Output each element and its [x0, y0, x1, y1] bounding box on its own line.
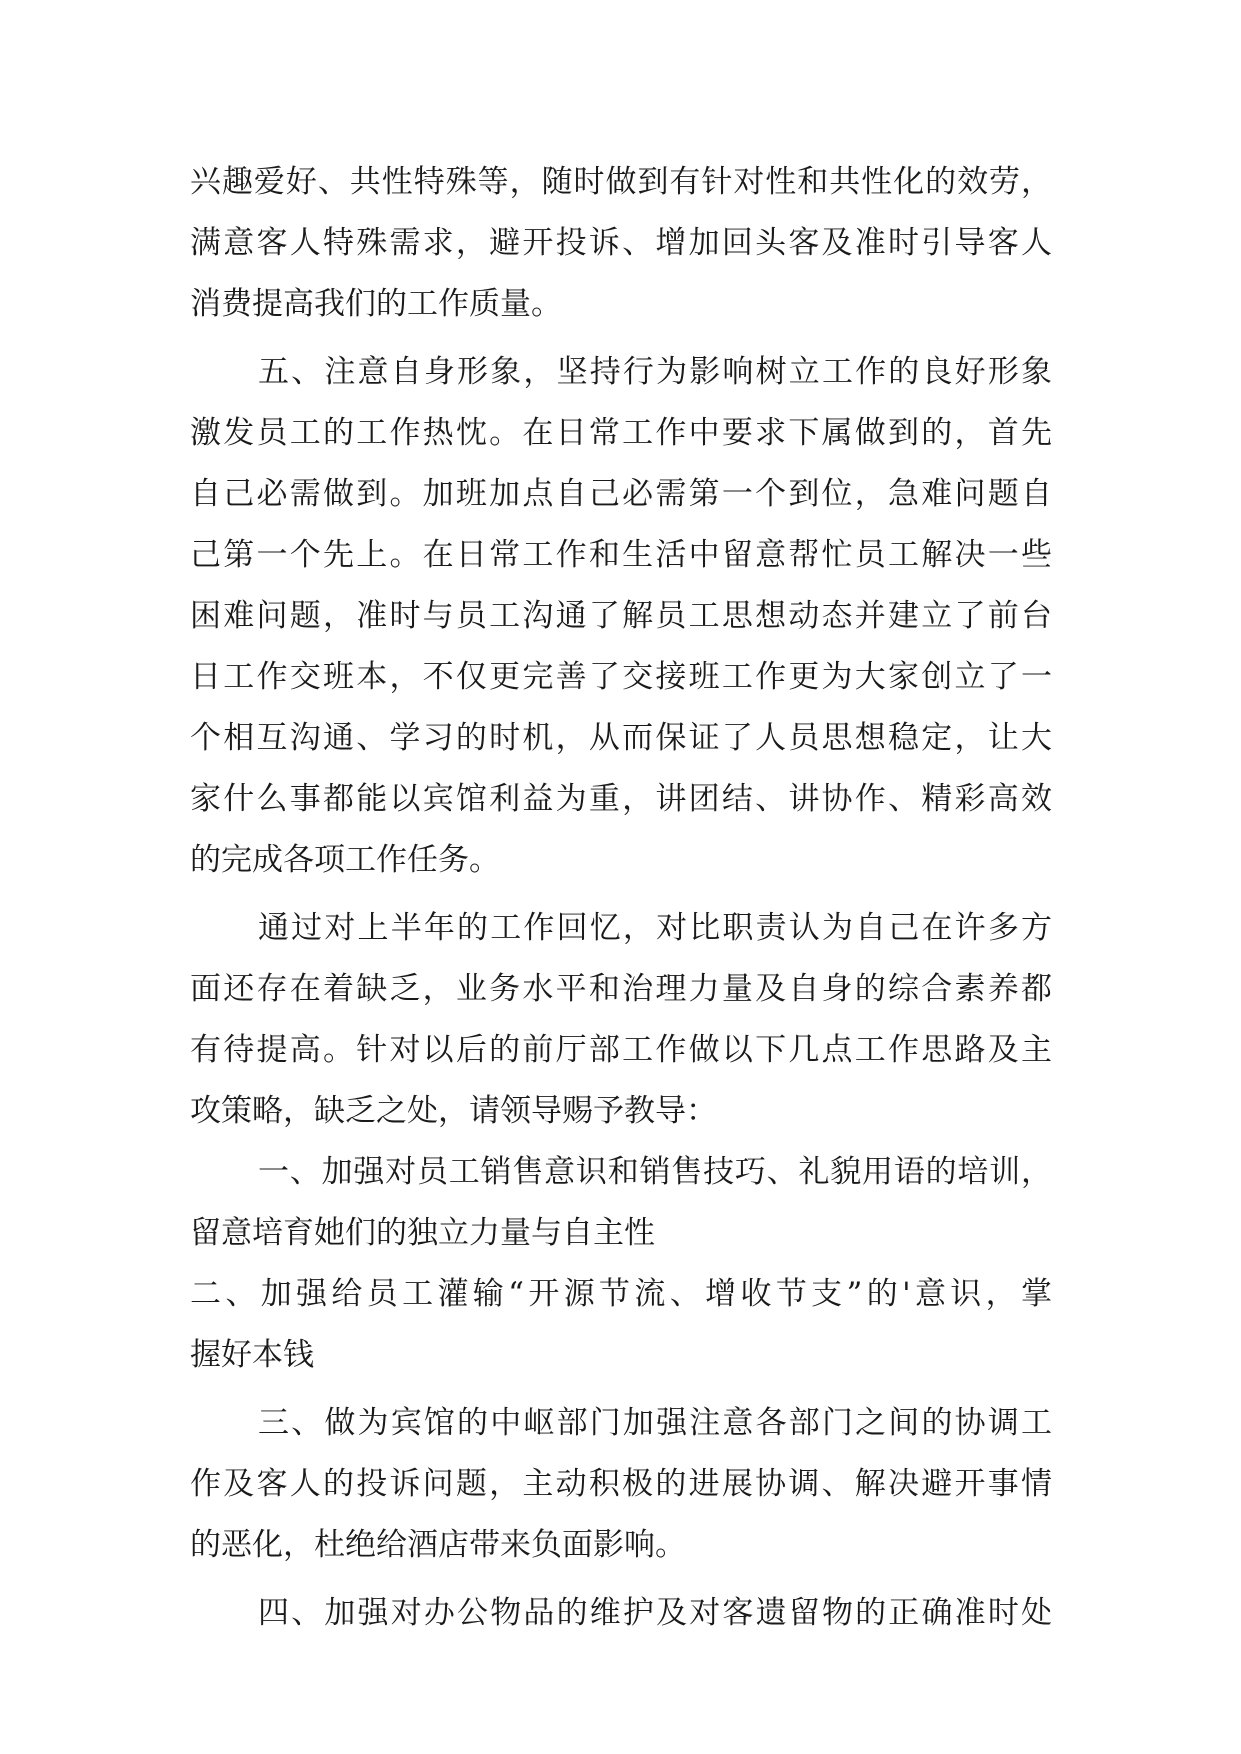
text-line: 的恶化，杜绝给酒店带来负面影响。 [190, 1527, 686, 1563]
text-line: 自己必需做到。加班加点自己必需第一个到位，急难问题自 [190, 476, 1052, 512]
document-body [190, 152, 1052, 1644]
paragraph-service [190, 152, 1052, 335]
text-line: 五、注意自身形象，坚持行为影响树立工作的良好形象 [258, 354, 1052, 390]
text-line: 满意客人特殊需求，避开投诉、增加回头客及准时引导客人 [190, 225, 1052, 261]
text-line: 有待提高。针对以后的前厅部工作做以下几点工作思路及主 [190, 1032, 1052, 1068]
paragraph-item-2 [190, 1264, 1052, 1386]
text-line: 攻策略，缺乏之处，请领导赐予教导： [190, 1093, 717, 1129]
paragraph-review [190, 898, 1052, 1142]
text-line: 激发员工的工作热忱。在日常工作中要求下属做到的，首先 [190, 415, 1052, 451]
text-line: 日工作交班本，不仅更完善了交接班工作更为大家创立了一 [190, 659, 1052, 695]
text-line: 兴趣爱好、共性特殊等，随时做到有针对性和共性化的效劳， [190, 164, 1052, 200]
text-line: 消费提高我们的工作质量。 [190, 286, 562, 322]
text-line: 通过对上半年的工作回忆，对比职责认为自己在许多方 [258, 910, 1052, 946]
text-line: 作及客人的投诉问题，主动积极的进展协调、解决避开事情 [190, 1466, 1052, 1502]
paragraph-item-3 [190, 1393, 1052, 1576]
text-line: 个相互沟通、学习的时机，从而保证了人员思想稳定，让大 [190, 720, 1052, 756]
paragraph-item-4 [190, 1583, 1052, 1644]
text-line: 一、加强对员工销售意识和销售技巧、礼貌用语的培训， [258, 1154, 1052, 1190]
text-line: 困难问题，准时与员工沟通了解员工思想动态并建立了前台 [190, 598, 1052, 634]
text-line: 三、做为宾馆的中岖部门加强注意各部门之间的协调工 [258, 1405, 1052, 1441]
text-line: 己第一个先上。在日常工作和生活中留意帮忙员工解决一些 [190, 537, 1052, 573]
text-line: 四、加强对办公物品的维护及对客遗留物的正确准时处 [258, 1595, 1052, 1631]
text-line: 面还存在着缺乏，业务水平和治理力量及自身的综合素养都 [190, 971, 1052, 1007]
text-line: 留意培育她们的独立力量与自主性 [190, 1215, 655, 1251]
text-line: 二、加强给员工灌输“开源节流、增收节支”的'意识，掌 [190, 1276, 1052, 1312]
text-line: 握好本钱 [190, 1337, 314, 1373]
paragraph-item-1 [190, 1142, 1052, 1264]
text-line: 家什么事都能以宾馆利益为重，讲团结、讲协作、精彩高效 [190, 781, 1052, 817]
text-line: 的完成各项工作任务。 [190, 842, 500, 878]
paragraph-self-image [190, 342, 1052, 891]
